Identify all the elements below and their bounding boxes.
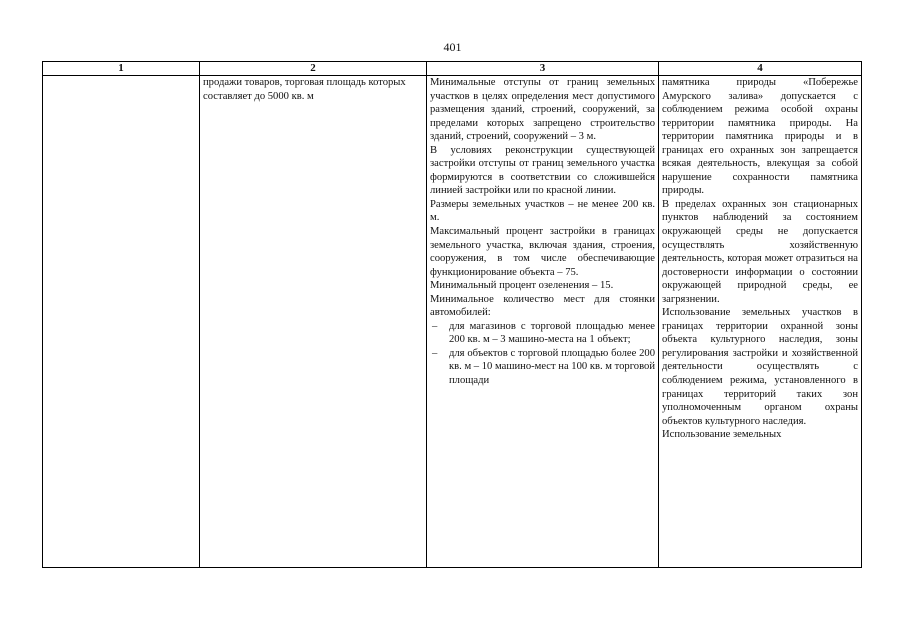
cell-permitted-use <box>200 76 427 568</box>
column-header-2: 2 <box>200 62 427 76</box>
regulations-table <box>42 61 862 568</box>
land-use-paragraph: Использование земельных <box>662 429 782 441</box>
table-row <box>43 76 862 568</box>
monitoring-zone-paragraph: В пределах охранных зон стационарных пунктов наблюдений за состоянием окружающей среды не допускается осуществлять хозяйственную деятельность, которая может отразиться на достоверности информации о состоянии окружающей природной среды, ее загрязнении. <box>662 198 858 305</box>
greening-paragraph: Минимальный процент озеленения – 15. <box>430 280 614 292</box>
page-number: 401 <box>443 40 462 54</box>
column-header-4: 4 <box>659 62 862 76</box>
table-header-row <box>43 62 862 76</box>
permitted-use-text: продажи товаров, торговая площадь которых составляет до 5000 кв. м <box>203 77 406 102</box>
cell-column-1 <box>43 76 200 568</box>
nature-monument-paragraph: памятника природы «Побережье Амурского залива» допускается с соблюдением режима особой охраны территории памятника природы. На территории памятника природы и в границах его охранных зон запрещается всякая деятельность, влекущая за собой нарушение сохранности памятника природы. <box>662 77 858 197</box>
column-header-3: 3 <box>427 62 659 76</box>
reconstruction-paragraph: В условиях реконструкции существующей застройки отступы от границ земельного участка формируются в соответствии со сложившейся линией застройки или по красной линии. <box>430 144 655 197</box>
parking-paragraph: Минимальное количество мест для стоянки автомобилей: <box>430 293 655 319</box>
cell-parameters <box>427 76 659 568</box>
parking-list <box>430 320 655 388</box>
coverage-paragraph: Максимальный процент застройки в границах земельного участка, включая здания, строения, сооружения, в том числе обеспечивающие функционирование объекта – 75. <box>430 226 655 278</box>
list-item: – для магазинов с торговой площадью менее 200 кв. м – 3 машино-места на 1 объект; <box>430 320 655 347</box>
cell-restrictions <box>659 76 862 568</box>
list-item: – для объектов с торговой площадью более 200 кв. м – 10 машино-мест на 100 кв. м торговой площади <box>430 347 655 388</box>
column-header-1: 1 <box>43 62 200 76</box>
plot-size-paragraph: Размеры земельных участков – не менее 200 кв. м. <box>430 198 655 224</box>
setback-paragraph: Минимальные отступы от границ земельных участков в целях определения мест допустимого размещения зданий, строений, сооружений, за пределами которых запрещено строительство зданий, строений, сооружений – 3 м. <box>430 77 655 143</box>
heritage-zone-paragraph: Использование земельных участков в границах территории охранной зоны объекта культурного наследия, зоны регулирования застройки и хозяйственной деятельности осуществлять с соблюдением режима, установленного в границах территорий таких зон уполномоченным органом охраны объектов культурного наследия. <box>662 307 858 427</box>
